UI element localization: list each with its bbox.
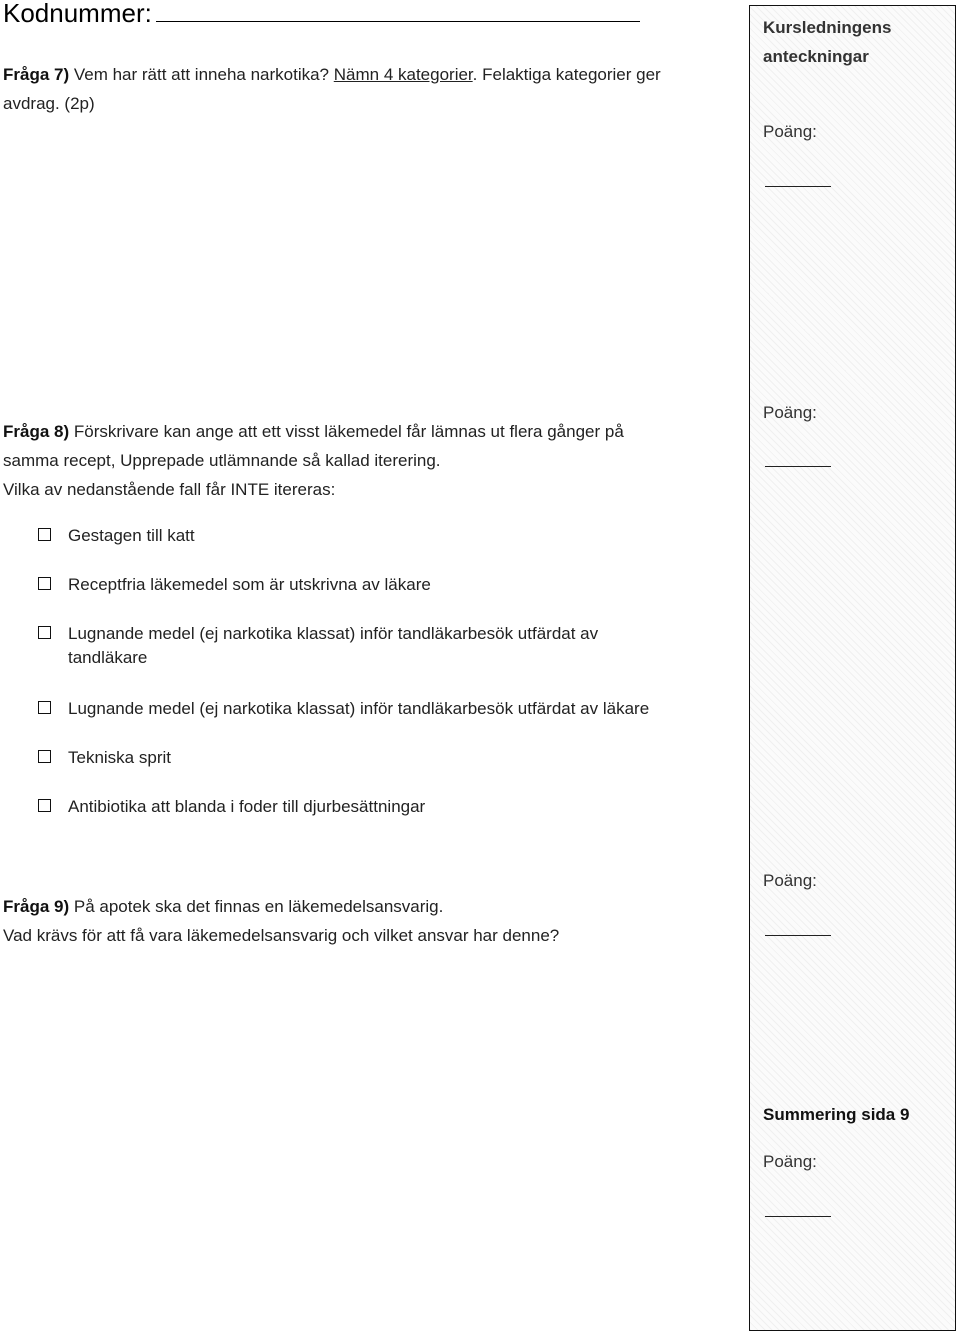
- checkbox[interactable]: [38, 577, 51, 590]
- points-blank-summary[interactable]: [765, 1216, 831, 1217]
- checkbox[interactable]: [38, 750, 51, 763]
- code-number-field[interactable]: [156, 0, 640, 22]
- question-7-line2: avdrag. (2p): [3, 94, 95, 113]
- checkbox[interactable]: [38, 701, 51, 714]
- question-8-label: Fråga 8): [3, 422, 70, 441]
- question-9-line2: Vad krävs för att få vara läkemedelsansvarig och vilket ansvar har denne?: [3, 926, 560, 945]
- question-9: [3, 892, 443, 921]
- question-8-instruction: Vilka av nedanstående fall får INTE itereras:: [3, 480, 336, 499]
- checkbox[interactable]: [38, 626, 51, 639]
- points-blank-q7[interactable]: [765, 186, 831, 187]
- points-label-q7: Poäng:: [763, 122, 817, 141]
- question-8-text: Förskrivare kan ange att ett visst läkemedel får lämnas ut flera gånger på: [69, 422, 624, 441]
- summary-label: Summering sida 9: [763, 1105, 910, 1124]
- points-blank-q9[interactable]: [765, 935, 831, 936]
- code-number-label: Kodnummer:: [3, 0, 152, 28]
- points-label-q8: Poäng:: [763, 403, 817, 422]
- option-label: Gestagen till katt: [68, 526, 195, 545]
- question-7-text: Vem har rätt att inneha narkotika?: [69, 65, 334, 84]
- question-8: [3, 417, 624, 446]
- option-label: Receptfria läkemedel som är utskrivna av läkare: [68, 575, 431, 594]
- question-7: [3, 60, 661, 89]
- option-label: Tekniska sprit: [68, 748, 171, 767]
- code-number-header: [3, 0, 640, 30]
- option-label: Lugnande medel (ej narkotika klassat) inför tandläkarbesök utfärdat av: [68, 624, 599, 643]
- points-label-summary: Poäng:: [763, 1152, 817, 1171]
- question-7-underlined: Nämn 4 kategorier: [333, 65, 473, 84]
- grader-sidebar: [749, 5, 956, 1331]
- points-label-q9: Poäng:: [763, 871, 817, 890]
- option-label-continued: tandläkare: [68, 648, 148, 667]
- points-blank-q8[interactable]: [765, 466, 831, 467]
- option-label: Lugnande medel (ej narkotika klassat) inför tandläkarbesök utfärdat av läkare: [68, 699, 650, 718]
- question-9-label: Fråga 9): [3, 897, 70, 916]
- checkbox[interactable]: [38, 799, 51, 812]
- question-7-label: Fråga 7): [3, 65, 70, 84]
- question-9-text: På apotek ska det finnas en läkemedelsansvarig.: [69, 897, 444, 916]
- sidebar-title-line1: Kursledningens: [763, 18, 892, 37]
- question-7-text-end: . Felaktiga kategorier ger: [472, 65, 661, 84]
- option-label: Antibiotika att blanda i foder till djurbesättningar: [68, 797, 426, 816]
- checkbox[interactable]: [38, 528, 51, 541]
- sidebar-title-line2: anteckningar: [763, 47, 869, 66]
- question-8-line2: samma recept, Upprepade utlämnande så kallad iterering.: [3, 451, 441, 470]
- sidebar-title: [763, 13, 891, 71]
